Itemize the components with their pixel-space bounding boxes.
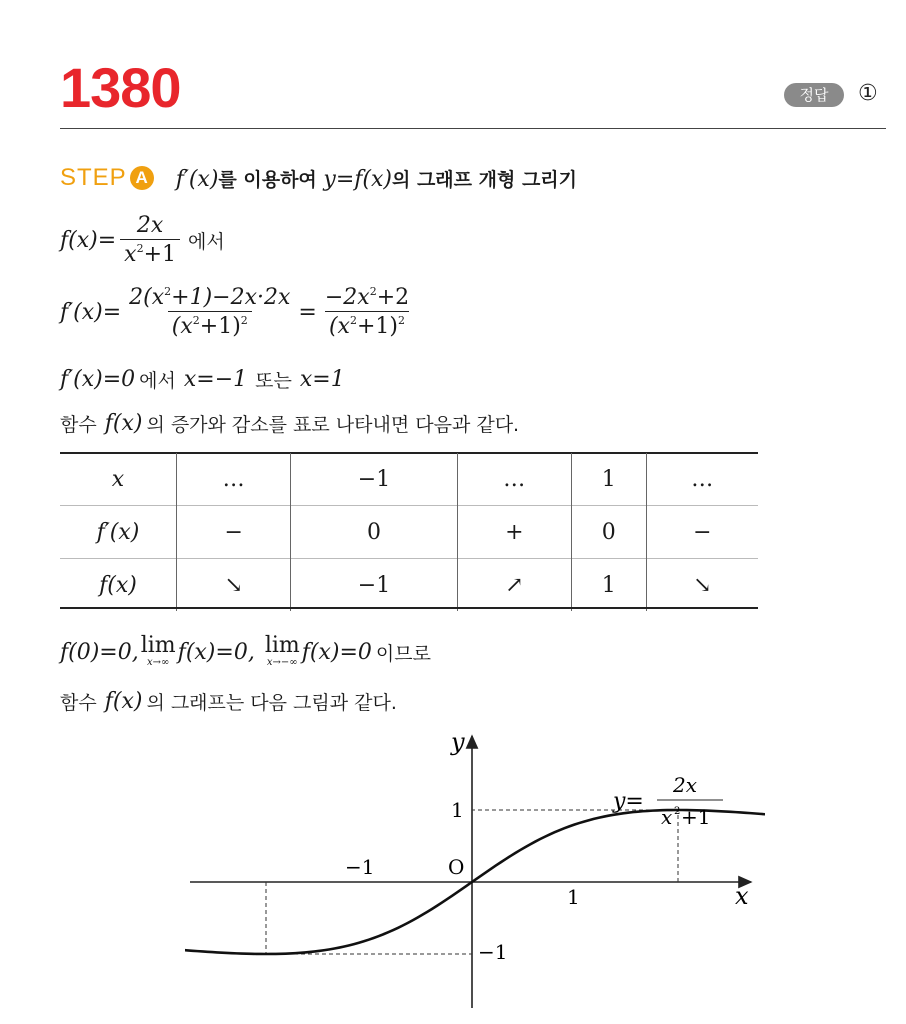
table-intro — [60, 410, 519, 437]
lim-sub: x→−∞ — [266, 657, 298, 668]
tick-y-neg: −1 — [478, 940, 508, 964]
fdef-den-exp: 2 — [136, 242, 144, 255]
crit-eq1: f′(x)=0 — [60, 367, 136, 392]
table-header-cell: … — [646, 453, 758, 506]
fprime-num2-exp: 2 — [369, 285, 377, 298]
table-header-cell: −1 — [291, 453, 457, 506]
fprime-den1-exp: 2 — [192, 314, 200, 327]
increase-decrease-table — [60, 453, 758, 611]
step-label: STEP — [60, 164, 127, 191]
table-bottom-rule — [60, 607, 758, 609]
table-cell: − — [177, 506, 291, 559]
table-cell: f′(x) — [60, 506, 177, 559]
y-axis-label: y — [451, 728, 465, 756]
problem-number: 1380 — [60, 56, 181, 119]
limits-tail2: f(x)=0 — [301, 639, 372, 665]
lim-word: lim — [140, 633, 176, 658]
table-row-f — [60, 559, 758, 612]
fprime-equals: = — [298, 299, 317, 325]
answer-badge: 정답 — [784, 83, 844, 107]
step-title — [176, 165, 577, 192]
fprime-den2-exp: 2 — [349, 314, 357, 327]
limits-tail1: f(x)=0, — [177, 639, 255, 665]
function-definition — [60, 213, 225, 267]
step-a-icon: A — [130, 166, 154, 190]
curve-label-num: 2x — [673, 773, 698, 797]
function-graph — [185, 728, 765, 1018]
fprime-fraction-2 — [321, 285, 413, 339]
crit-kr1: 에서 — [139, 370, 176, 392]
table-row-x — [60, 453, 758, 506]
table-cell: 1 — [571, 559, 646, 612]
crit-kr2: 또는 — [255, 370, 292, 392]
fprime-den2 — [325, 311, 409, 339]
table-cell: ↘ — [177, 559, 291, 612]
graph-intro-fx: f(x) — [104, 689, 143, 714]
fdef-lhs: f(x)= — [60, 227, 117, 253]
tick-y-pos: 1 — [451, 798, 464, 822]
step-title-fx: y=f(x) — [323, 166, 392, 192]
fprime-den1-exp2: 2 — [240, 314, 248, 327]
table-intro-kr1: 함수 — [60, 414, 97, 436]
table-header-cell: … — [177, 453, 291, 506]
limits-kr: 이므로 — [375, 642, 431, 665]
graph-intro — [60, 688, 397, 715]
answer-mark: ① — [858, 81, 878, 106]
curve-label-den-tail: +1 — [681, 805, 711, 829]
fprime-num2-b: +2 — [376, 285, 410, 310]
fprime-num1-a: 2(x — [129, 285, 165, 310]
fprime-num1-exp: 2 — [164, 285, 172, 298]
fdef-fraction — [120, 213, 180, 267]
graph-intro-kr2: 의 그래프는 다음 그림과 같다. — [146, 692, 397, 714]
table-header-cell: … — [457, 453, 571, 506]
fdef-den-tail: +1 — [143, 242, 177, 267]
tick-x-neg: −1 — [345, 855, 375, 879]
table-intro-fx: f(x) — [104, 411, 143, 436]
limits-part1: f(0)=0, — [60, 639, 139, 665]
limit-2 — [265, 635, 300, 669]
fprime-lhs: f′(x)= — [60, 299, 122, 325]
step-header — [60, 158, 577, 198]
derivative-formula — [60, 285, 417, 339]
origin-label: O — [448, 855, 465, 879]
fprime-num2-a: −2x — [324, 285, 370, 310]
table-header-cell: x — [111, 466, 125, 492]
table-cell: 0 — [571, 506, 646, 559]
fprime-den1-a: (x — [171, 314, 193, 339]
step-title-text1: 를 이용하여 — [218, 168, 324, 191]
critical-points — [60, 366, 345, 393]
x-axis-label: x — [735, 882, 749, 910]
table-cell: −1 — [291, 559, 457, 612]
table-row-fprime — [60, 506, 758, 559]
fdef-suffix: 에서 — [188, 230, 225, 253]
table-cell: 0 — [291, 506, 457, 559]
limit-1 — [141, 635, 176, 669]
table-cell: f(x) — [60, 559, 177, 612]
table-cell: − — [646, 506, 758, 559]
fdef-den-base: x — [124, 242, 137, 267]
crit-eq2: x=−1 — [183, 367, 248, 392]
step-title-fprime: f′(x) — [175, 166, 219, 192]
lim-word: lim — [264, 633, 300, 658]
step-title-text2: 의 그래프 개형 그리기 — [391, 168, 578, 191]
fprime-den1 — [168, 311, 252, 339]
table-cell: + — [457, 506, 571, 559]
fprime-num1 — [125, 285, 294, 311]
crit-eq3: x=1 — [299, 367, 345, 392]
curve-label-den-base: x — [661, 805, 673, 829]
curve-label-lhs: y= — [613, 789, 644, 814]
table-intro-kr2: 의 증가와 감소를 표로 나타내면 다음과 같다. — [146, 414, 520, 436]
fprime-den2-a: (x — [328, 314, 350, 339]
fdef-denominator — [120, 239, 180, 267]
curve-label-den-exp: 2 — [674, 806, 681, 817]
curve-label — [612, 773, 723, 829]
fprime-den2-exp2: 2 — [397, 314, 405, 327]
fprime-fraction-1 — [125, 285, 294, 339]
table-header-cell: 1 — [571, 453, 646, 506]
fprime-num1-b: +1)−2x·2x — [171, 285, 291, 310]
fprime-den1-b: +1) — [199, 314, 241, 339]
table-cell: ↗ — [457, 559, 571, 612]
limits-line — [60, 635, 431, 669]
fprime-num2 — [321, 285, 413, 311]
fprime-den2-b: +1) — [356, 314, 398, 339]
fdef-numerator: 2x — [136, 213, 164, 238]
graph-intro-kr1: 함수 — [60, 692, 97, 714]
header-divider — [60, 128, 886, 129]
table-cell: ↘ — [646, 559, 758, 612]
tick-x-pos: 1 — [567, 885, 580, 909]
lim-sub: x→∞ — [147, 657, 170, 668]
